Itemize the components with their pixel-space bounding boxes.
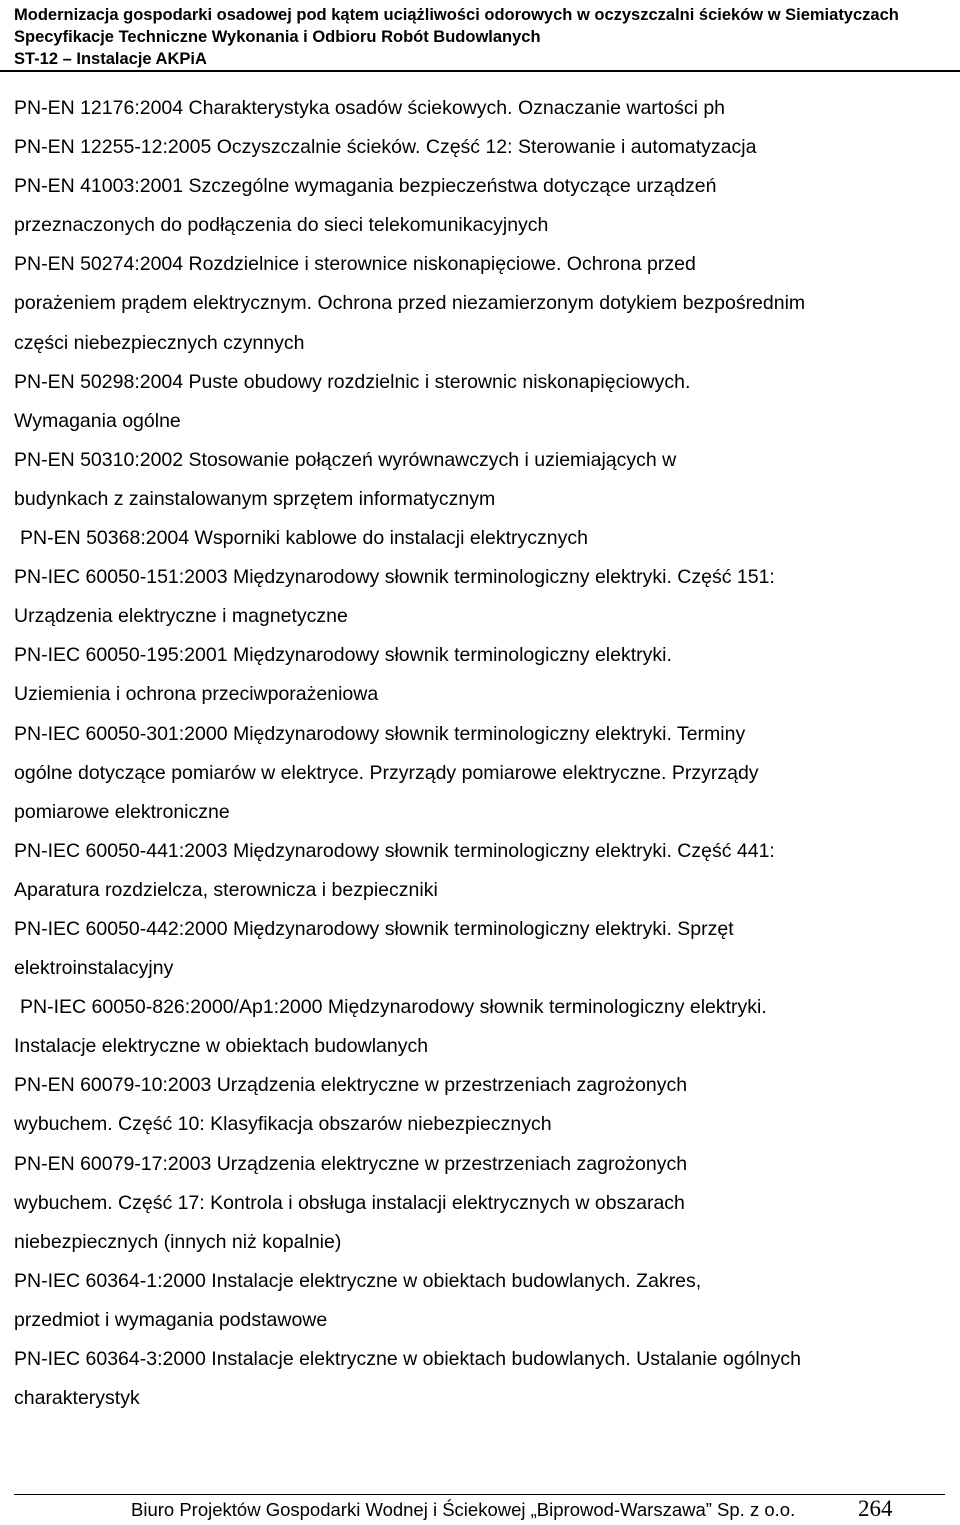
footer-divider [14,1494,945,1495]
text-line: Instalacje elektryczne w obiektach budowlanych [14,1035,429,1058]
text-line: przeznaczonych do podłączenia do sieci telekomunikacyjnych [14,214,549,237]
text-line: niebezpiecznych (innych niż kopalnie) [14,1230,342,1253]
text-line: charakterystyk [14,1387,140,1410]
text-line: PN-IEC 60050-441:2003 Międzynarodowy słownik terminologiczny elektryki. Część 441: [14,839,775,862]
text-line: ogólne dotyczące pomiarów w elektryce. Przyrządy pomiarowe elektryczne. Przyrządy [14,761,759,784]
footer-company [131,1498,795,1522]
text-line: PN-IEC 60050-826:2000/Ap1:2000 Międzynarodowy słownik terminologiczny elektryki. [20,996,767,1019]
footer-company-name: Biuro Projektów Gospodarki Wodnej i Ściekowej „Biprowod-Warszawa” Sp. z o.o. [131,1499,796,1520]
text-line: Urządzenia elektryczne i magnetyczne [14,605,348,628]
header-section-title: ST-12 – Instalacje AKPiA [14,50,207,68]
text-line: PN-IEC 60050-195:2001 Międzynarodowy słownik terminologiczny elektryki. [14,644,672,667]
text-line: przedmiot i wymagania podstawowe [14,1308,328,1331]
text-line: części niebezpiecznych czynnych [14,331,305,354]
standards-list [14,89,954,1418]
text-line: PN-IEC 60050-301:2000 Międzynarodowy słownik terminologiczny elektryki. Terminy [14,722,746,745]
text-line: PN-EN 50310:2002 Stosowanie połączeń wyrównawczych i uziemiających w [14,448,677,471]
text-line: PN-EN 41003:2001 Szczególne wymagania bezpieczeństwa dotyczące urządzeń [14,175,717,198]
page-header [14,4,944,70]
text-line: PN-IEC 60050-151:2003 Międzynarodowy słownik terminologiczny elektryki. Część 151: [14,566,775,589]
text-line: wybuchem. Część 10: Klasyfikacja obszarów niebezpiecznych [14,1113,552,1136]
header-project-title: Modernizacja gospodarki osadowej pod kątem uciążliwości odorowych w oczyszczalni ścieków w Siemiatyczach [14,6,899,24]
text-line: porażeniem prądem elektrycznym. Ochrona przed niezamierzonym dotykiem bezpośrednim [14,292,806,315]
text-line: PN-EN 60079-17:2003 Urządzenia elektryczne w przestrzeniach zagrożonych [14,1152,688,1175]
text-line: PN-EN 12176:2004 Charakterystyka osadów ściekowych. Oznaczanie wartości ph [14,97,726,119]
text-line: pomiarowe elektroniczne [14,800,230,823]
text-line: Wymagania ogólne [14,409,181,432]
page-number: 264 [858,1496,893,1521]
header-spec-title: Specyfikacje Techniczne Wykonania i Odbioru Robót Budowlanych [14,28,541,46]
text-line: PN-EN 60079-10:2003 Urządzenia elektryczne w przestrzeniach zagrożonych [14,1074,688,1097]
text-line: elektroinstalacyjny [14,957,174,980]
text-line: wybuchem. Część 17: Kontrola i obsługa instalacji elektrycznych w obszarach [14,1191,685,1214]
text-line: PN-IEC 60364-1:2000 Instalacje elektryczne w obiektach budowlanych. Zakres, [14,1269,702,1292]
text-line: PN-EN 50368:2004 Wsporniki kablowe do instalacji elektrycznych [20,527,588,550]
header-divider [0,70,960,72]
text-line: Uziemienia i ochrona przeciwporażeniowa [14,683,379,706]
text-line: PN-EN 12255-12:2005 Oczyszczalnie ścieków. Część 12: Sterowanie i automatyzacja [14,136,757,159]
text-line: PN-EN 50298:2004 Puste obudowy rozdzielnic i sterownic niskonapięciowych. [14,370,691,393]
text-line: PN-IEC 60050-442:2000 Międzynarodowy słownik terminologiczny elektryki. Sprzęt [14,917,734,940]
text-line: budynkach z zainstalowanym sprzętem informatycznym [14,487,496,510]
text-line: PN-EN 50274:2004 Rozdzielnice i sterownice niskonapięciowe. Ochrona przed [14,253,696,276]
text-line: Aparatura rozdzielcza, sterownicza i bezpieczniki [14,878,438,901]
text-line: PN-IEC 60364-3:2000 Instalacje elektryczne w obiektach budowlanych. Ustalanie ogólnych [14,1348,801,1370]
